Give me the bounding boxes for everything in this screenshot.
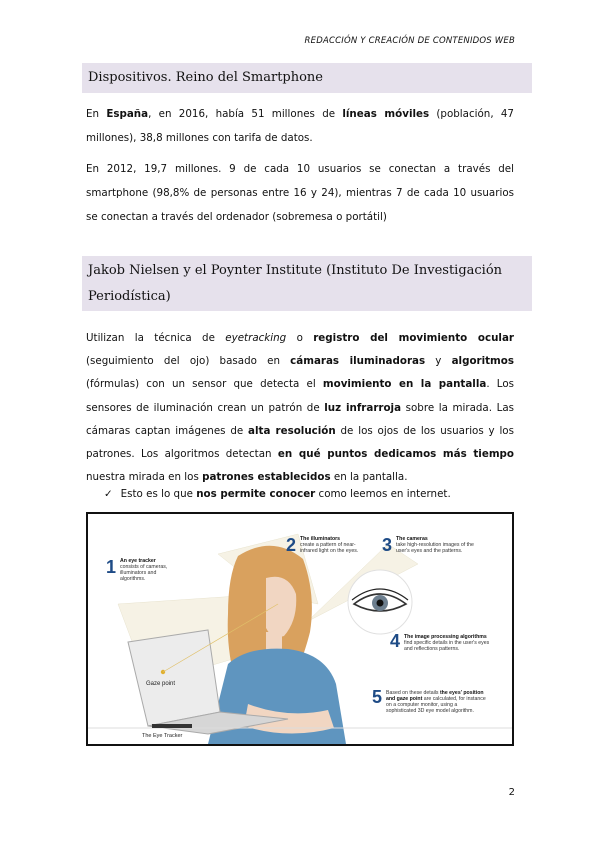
- section-title: Jakob Nielsen y el Poynter Institute (Instituto De Investigación Periodística): [88, 263, 503, 304]
- paragraph: En 2012, 19,7 millones. 9 de cada 10 usuarios se conectan a través del smartphone (98,8% de personas entre 16 y 24), mientras 7 de cada 10 usuarios se conectan a través del ordenador (sobremesa o portátil): [86, 163, 514, 223]
- step-number: 1: [106, 557, 117, 577]
- checkmark-icon: ✓: [104, 488, 113, 500]
- step-annotation: Based on these details the eyes' position and gaze point are calculated, for instance on a computer monitor, using a sophisticated 3D eye model algorithm.: [386, 690, 486, 714]
- step-number: 3: [382, 535, 393, 555]
- step-number: 2: [286, 535, 297, 555]
- step-annotation: The cameras take high-resolution images of the user's eyes and the patterns.: [396, 536, 474, 554]
- step-annotation: The illuminators create a pattern of near-infrared light on the eyes.: [300, 536, 359, 554]
- eye-tracking-figure: [86, 512, 514, 746]
- section-title: Dispositivos. Reino del Smartphone: [88, 70, 324, 85]
- section-title-band: [82, 63, 532, 93]
- paragraph: En España, en 2016, había 51 millones de líneas móviles (población, 47 millones), 38,8 millones con tarifa de datos.: [86, 108, 514, 144]
- step-annotation: An eye tracker consists of cameras, illuminators and algorithms.: [120, 558, 168, 582]
- step-number: 4: [390, 631, 401, 651]
- paragraph: Utilizan la técnica de eyetracking o registro del movimiento ocular (seguimiento del ojo) basado en cámaras iluminadoras y algoritmos (fórmulas) con un sensor que detecta el movimiento en la pantalla. Los sensores de iluminación crean un patrón de luz infrarroja sobre la mirada. Las cámaras captan imágenes de alta resolución de los ojos de los usuarios y los patrones. Los algoritmos detectan en qué puntos dedicamos más tiempo nuestra mirada en los patrones establecidos en la pantalla.: [86, 332, 514, 484]
- eye-tracker-label: The Eye Tracker: [142, 733, 183, 739]
- gaze-point-label: Gaze point: [146, 681, 176, 687]
- step-annotation: The image processing algorithms find specific details in the user's eyes and reflections patterns.: [404, 634, 490, 652]
- section-title-band: [82, 256, 532, 311]
- page-number: 2: [508, 787, 515, 798]
- running-header: REDACCIÓN Y CREACIÓN DE CONTENIDOS WEB: [304, 36, 515, 46]
- checklist-item: ✓ Esto es lo que nos permite conocer como leemos en internet.: [104, 488, 451, 500]
- step-number: 5: [372, 687, 383, 707]
